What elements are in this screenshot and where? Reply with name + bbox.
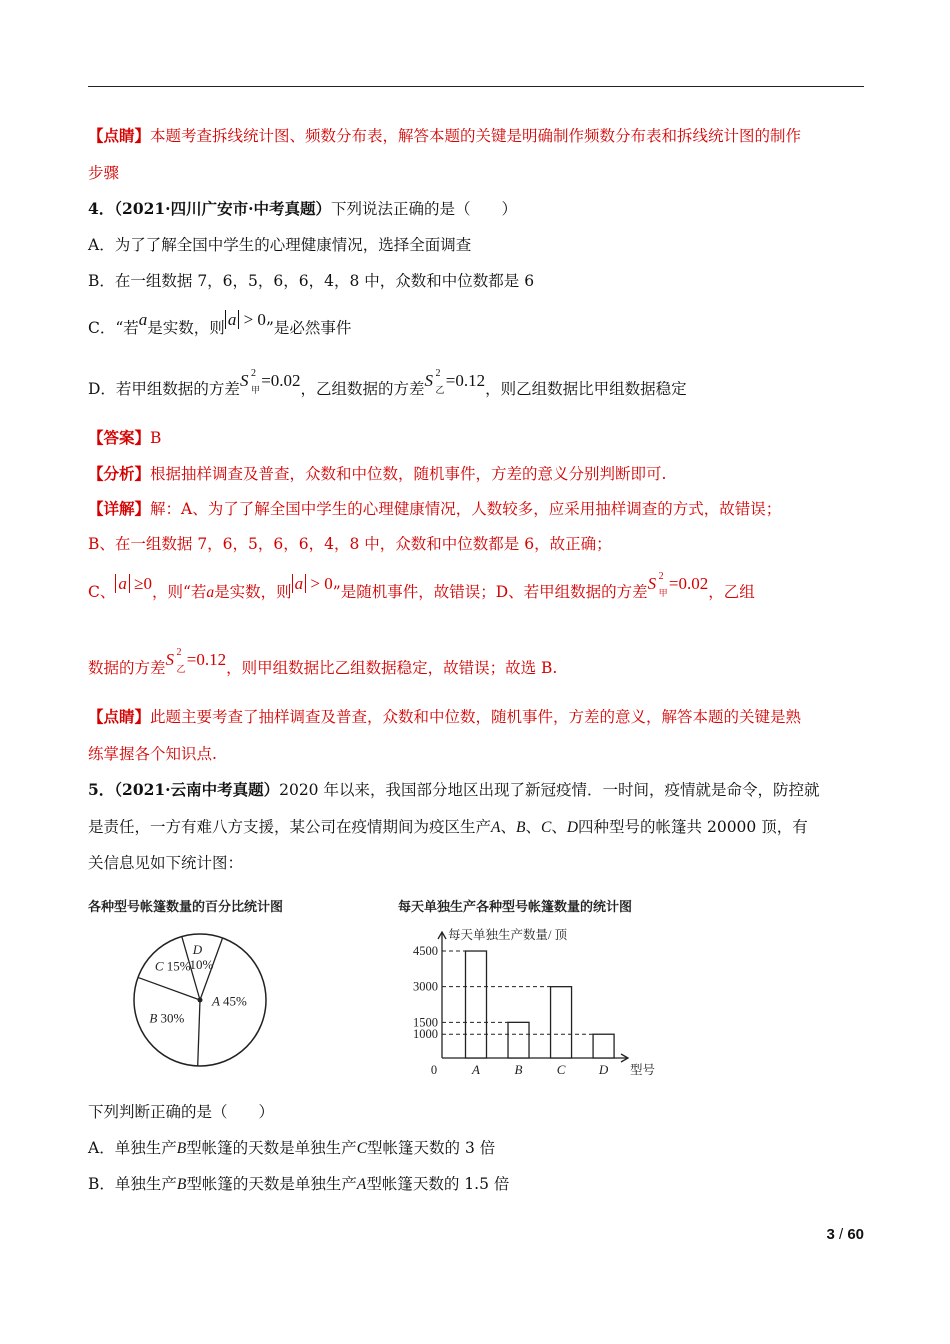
s-letter: S	[239, 371, 249, 390]
q5-letter-b: B	[516, 819, 526, 836]
y-tick-label-3000: 3000	[413, 979, 438, 994]
pie-label-pct: 15%	[166, 958, 191, 974]
pie-label-letter: D	[192, 942, 203, 958]
q5a-var1: B	[176, 1140, 187, 1157]
sub-jia: 甲	[250, 385, 260, 395]
q4-detail-line3	[88, 571, 755, 604]
q5a-mid: 型帐篷的天数是单独生产	[186, 1139, 357, 1157]
q5-line2-prefix: 是责任，一方有难八方支援，某公司在疫情期间为疫区生产	[88, 818, 492, 836]
sup-2: 2	[176, 647, 182, 658]
q5-text1: 2020 年以来，我国部分地区出现了新冠疫情．一时间，疫情就是命令，防控就	[279, 781, 820, 799]
q5a-suffix: 型帐篷天数的 3 倍	[367, 1139, 496, 1157]
analysis-text: 根据抽样调查及普查，众数和中位数，随机事件，方差的意义分别判断即可.	[150, 465, 667, 483]
pie-slice-boundary-c	[138, 977, 200, 1000]
d4-prefix: 数据的方差	[88, 659, 166, 677]
d4-s	[165, 647, 186, 674]
pie-chart	[120, 920, 280, 1080]
q4-d-prefix: D．若甲组数据的方差	[88, 380, 240, 398]
d3-var: a	[206, 584, 215, 601]
pie-label-letter: C	[154, 958, 167, 974]
header-rule	[88, 86, 864, 87]
q4-d-s2	[424, 368, 445, 395]
sub-jia: 甲	[658, 588, 668, 598]
x-tick-label-d: D	[598, 1062, 609, 1077]
q5a-var2: C	[356, 1140, 368, 1157]
sub-yi: 乙	[435, 385, 445, 395]
q4-c-mid: 是实数，则	[147, 319, 225, 337]
q4-option-b: B．在一组数据 7，6，5，6，6，4，8 中，众数和中位数都是 6	[88, 272, 535, 290]
pie-label-pct: 45%	[223, 993, 247, 1009]
sup-2: 2	[435, 368, 441, 379]
q4-option-d	[88, 368, 687, 400]
bar-b	[508, 1022, 529, 1058]
q5-stem: 下列判断正确的是（ ）	[88, 1103, 275, 1121]
tip-text1: 此题主要考查了抽样调查及普查，众数和中位数，随机事件，方差的意义，解答本题的关键是熟	[150, 708, 802, 726]
d3-mid1: ，则“若	[151, 583, 207, 601]
pie-label-b	[149, 1010, 184, 1025]
bar-chart	[400, 920, 670, 1085]
y-tick-label-1000: 1000	[413, 1027, 438, 1042]
pie-chart-title: 各种型号帐篷数量的百分比统计图	[88, 899, 284, 914]
d3-abs1: a	[115, 574, 130, 593]
q4-option-c	[88, 310, 352, 339]
d3-prefix: C、	[88, 583, 116, 601]
sup-2: 2	[658, 571, 664, 582]
pie-label-pct: 30%	[160, 1010, 185, 1026]
d3-abs2: a	[292, 574, 307, 593]
q5b-mid: 型帐篷的天数是单独生产	[186, 1175, 357, 1193]
q4-d-math2	[424, 368, 486, 395]
d3-math1	[115, 574, 152, 593]
q4-c-math	[225, 310, 266, 329]
q4-tip-line1	[88, 706, 801, 728]
answer-tag: 【答案】	[88, 428, 151, 447]
d3-gt: > 0	[310, 574, 333, 593]
s-letter: S	[647, 574, 657, 593]
pie-label-letter: B	[149, 1010, 161, 1026]
q5-option-b	[88, 1173, 509, 1196]
q5-letter-d: D	[566, 819, 579, 836]
q4-option-a: A．为了了解全国中学生的心理健康情况，选择全面调查	[88, 236, 472, 254]
q5-line1	[88, 779, 819, 801]
x-tick-label-a: A	[472, 1062, 480, 1077]
origin-label: 0	[430, 1063, 438, 1077]
q5a-prefix: A．单独生产	[88, 1139, 177, 1157]
pie-label-c	[155, 959, 191, 974]
q5b-prefix: B．单独生产	[88, 1175, 177, 1193]
pie-slice-boundary-b	[198, 1000, 200, 1066]
q3-tip-line1	[88, 125, 801, 147]
q4-analysis	[88, 463, 666, 485]
y-tick-label-4500: 4500	[413, 944, 438, 959]
q4-d-val1: =0.02	[261, 371, 301, 390]
q4-c-abs: a	[225, 310, 240, 329]
answer-value: B	[150, 429, 162, 447]
q5-line2-suffix: 四种型号的帐篷共 20000 顶，有	[578, 818, 808, 836]
d3-ge: ≥0	[134, 574, 152, 593]
d3-s	[647, 571, 668, 598]
q3-tip-tag: 【点睛】	[88, 126, 151, 145]
q5b-var1: B	[176, 1176, 187, 1193]
tip-tag: 【点睛】	[88, 707, 151, 726]
detail-text1: 解：A、为了了解全国中学生的心理健康情况，人数较多，应采用抽样调查的方式，故错误；	[150, 500, 782, 518]
page-sep: /	[834, 1226, 848, 1243]
bar-c	[551, 987, 572, 1058]
q5-number: 5．	[88, 780, 115, 799]
q4-c-gt: > 0	[243, 310, 266, 329]
page-current: 3	[826, 1226, 835, 1243]
q4-d-suffix: ，则乙组数据比甲组数据稳定	[485, 380, 687, 398]
q3-tip-line2: 步骤	[88, 164, 120, 182]
d3-math2	[292, 574, 333, 593]
d3-suffix: ，乙组	[708, 583, 755, 601]
d4-suffix: ，则甲组数据比乙组数据稳定，故错误；故选 B.	[226, 659, 558, 677]
q4-tip-line2: 练掌握各个知识点.	[88, 745, 217, 763]
page-total: 60	[847, 1226, 864, 1243]
q4-d-val2: =0.12	[445, 371, 486, 390]
q5-letter-c: C	[540, 819, 552, 836]
sub-yi: 乙	[176, 664, 186, 674]
q4-d-math1	[239, 368, 301, 395]
q4-number: 4．	[88, 199, 115, 218]
bar-a	[466, 951, 487, 1058]
q5-source: （2021·云南中考真题）	[114, 780, 280, 799]
q5-letter-a: A	[491, 819, 501, 836]
q4-source: （2021·四川广安市·中考真题）	[114, 199, 331, 218]
pie-label-a	[211, 994, 247, 1009]
q4-detail-line4	[88, 647, 558, 679]
q5-line3: 关信息见如下统计图：	[88, 854, 244, 872]
q4-c-var: a	[138, 310, 148, 329]
pie-label-pct: 10%	[189, 957, 214, 973]
y-tick-label-1500: 1500	[413, 1015, 438, 1030]
bar-chart-title: 每天单独生产各种型号帐篷数量的统计图	[398, 899, 633, 914]
q4-detail-line2: B、在一组数据 7，6，5，6，6，4，8 中，众数和中位数都是 6，故正确；	[88, 535, 612, 553]
s-letter: S	[165, 650, 175, 669]
x-tick-label-b: B	[514, 1062, 523, 1077]
q4-answer	[88, 427, 161, 449]
d4-val: =0.12	[186, 650, 227, 669]
pie-label-d	[189, 942, 213, 972]
d3-math3	[647, 571, 709, 598]
s-letter: S	[424, 371, 434, 390]
d3-mid2: 是实数，则	[214, 583, 292, 601]
q4-detail-line1	[88, 498, 781, 520]
pie-center	[198, 998, 203, 1003]
q5-option-a	[88, 1137, 495, 1160]
x-axis-label: 型号	[630, 1063, 656, 1077]
page-number	[826, 1226, 864, 1243]
q5-line2: 是责任，一方有难八方支援，某公司在疫情期间为疫区生产A、B、C、D四种型号的帐篷共 20000 顶，有	[88, 818, 808, 836]
q3-tip-text: 本题考查拆线统计图、频数分布表，解答本题的关键是明确制作频数分布表和拆线统计图的制作	[150, 127, 802, 145]
bar-d	[593, 1034, 614, 1058]
q4-c-suffix: ”是必然事件	[265, 319, 352, 337]
q4-d-mid: ，乙组数据的方差	[300, 380, 425, 398]
q5b-var2: A	[356, 1176, 367, 1193]
d4-math	[165, 647, 227, 674]
q4-stem-line	[88, 198, 517, 220]
d3-val: =0.02	[668, 574, 709, 593]
q4-c-prefix: C．“若	[88, 319, 139, 337]
sup-2: 2	[250, 368, 256, 379]
d3-mid3: ”是随机事件，故错误；D、若甲组数据的方差	[332, 583, 648, 601]
q4-d-s1	[239, 368, 260, 395]
x-tick-label-c: C	[556, 1062, 566, 1077]
analysis-tag: 【分析】	[88, 464, 151, 483]
q5b-suffix: 型帐篷天数的 1.5 倍	[366, 1175, 510, 1193]
y-axis-label: 每天单独生产数量/ 顶	[448, 928, 568, 942]
q4-stem: 下列说法正确的是（ ）	[330, 200, 517, 218]
pie-label-letter: A	[212, 993, 224, 1009]
detail-tag: 【详解】	[88, 499, 151, 518]
